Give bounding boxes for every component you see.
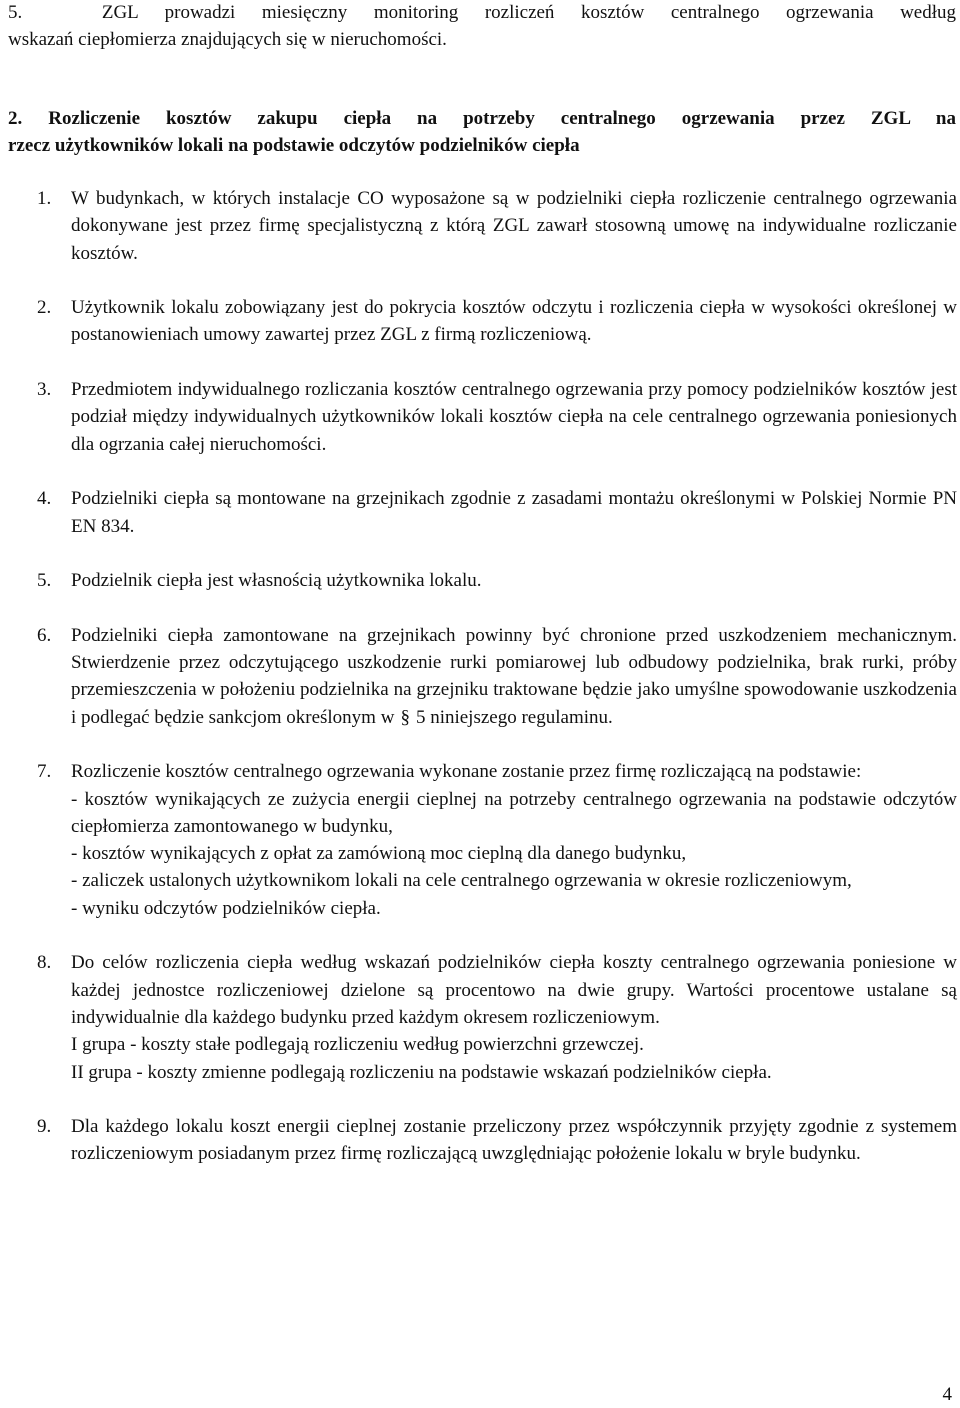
item-text: Dla każdego lokalu koszt energii cieplnej zostanie przeliczony przez współczynnik przyjęty zgodnie z systemem rozliczeniowym posiadanym przez firmę rozliczającą uwzględniając położenie lokalu w bryle budynku. (71, 1116, 957, 1165)
item-number: 1. (37, 188, 52, 209)
list-item (37, 1113, 957, 1168)
section-sign: § (400, 706, 410, 728)
sub-item: - wyniku odczytów podzielników ciepła. (71, 897, 381, 919)
section-heading-line1: 2. Rozliczenie kosztów zakupu ciepła na potrzeby centralnego ogrzewania przez ZGL na (8, 108, 956, 129)
list-item (37, 567, 957, 594)
sub-item: I grupa - koszty stałe podlegają rozliczeniu według powierzchni grzewczej. (71, 1034, 644, 1056)
regulation-list (37, 185, 957, 1195)
top-item-line-1 (8, 0, 956, 26)
item-number: 4. (37, 488, 52, 510)
top-item-number: 5. (8, 2, 23, 23)
item-number: 7. (37, 761, 52, 783)
sub-item: II grupa - koszty zmienne podlegają rozliczeniu na podstawie wskazań podzielników ciepła. (71, 1061, 772, 1083)
section-heading-line2: rzecz użytkowników lokali na podstawie odczytów podzielników ciepła (8, 135, 580, 157)
sub-item: - zaliczek ustalonych użytkownikom lokali na cele centralnego ogrzewania w okresie rozliczeniowym, (71, 870, 852, 892)
list-item (37, 185, 957, 267)
item-text-after-sign: 5 niniejszego regulaminu. (415, 706, 613, 728)
list-item (37, 949, 957, 1085)
list-item (37, 485, 957, 540)
top-list-item (8, 0, 956, 54)
sub-item: - kosztów wynikających ze zużycia energii cieplnej na potrzeby centralnego ogrzewania na podstawie odczytów ciepłomierza zamontowanego w budynku, (71, 788, 957, 837)
item-text: Użytkownik lokalu zobowiązany jest do pokrycia kosztów odczytu i rozliczenia ciepła w wysokości określonej w postanowieniach umowy zawartej przez ZGL z firmą rozliczeniową. (71, 297, 957, 346)
top-item-text-line1: ZGL prowadzi miesięczny monitoring rozliczeń kosztów centralnego ogrzewania według (101, 2, 957, 23)
item-text: Podzielniki ciepła są montowane na grzejnikach zgodnie z zasadami montażu określonymi w Polskiej Normie PN EN 834. (71, 488, 957, 537)
top-item-text-line2: wskazań ciepłomierza znajdujących się w nieruchomości. (8, 29, 447, 51)
item-text (71, 622, 957, 731)
section-heading (8, 105, 956, 160)
item-number: 3. (37, 379, 52, 401)
item-text: Przedmiotem indywidualnego rozliczania kosztów centralnego ogrzewania przy pomocy podzielników kosztów jest podział między indywidualnych użytkowników lokali kosztów ciepła na cele centralnego ogrzewania poniesionych dla ogrzania całej nieruchomości. (71, 379, 957, 455)
list-item (37, 758, 957, 922)
list-item (37, 376, 957, 458)
item-text: Podzielnik ciepła jest własnością użytkownika lokalu. (71, 570, 482, 592)
item-intro: Do celów rozliczenia ciepła według wskazań podzielników ciepła koszty centralnego ogrzewania poniesione w każdej jednostce rozliczeniowej dzielone są procentowo na dwie grupy. Wartości procentowe ustalane są indywidualnie dla każdego budynku przed każdym okresem rozliczeniowym. (71, 952, 957, 1028)
list-item (37, 622, 957, 731)
item-number: 2. (37, 297, 52, 319)
item-text-before-sign: Podzielniki ciepła zamontowane na grzejnikach powinny być chronione przed uszkodzeniem mechanicznym. Stwierdzenie przez odczytującego uszkodzenie rurki pomiarowej lub odbudowy podzielnika, brak rurki, próby przemieszczenia w położeniu podzielnika na grzejniku traktowane będzie jako umyślne spowodowanie uszkodzenia i podlegać będzie sankcjom określonym w (71, 624, 957, 728)
item-number: 5. (37, 570, 52, 592)
list-item (37, 294, 957, 349)
item-number: 8. (37, 952, 52, 974)
item-number: 6. (37, 624, 52, 646)
sub-item: - kosztów wynikających z opłat za zamówioną moc cieplną dla danego budynku, (71, 843, 687, 865)
item-intro: Rozliczenie kosztów centralnego ogrzewania wykonane zostanie przez firmę rozliczającą na podstawie: (71, 761, 862, 783)
item-number: 9. (37, 1116, 52, 1138)
item-text: W budynkach, w których instalacje CO wyposażone są w podzielniki ciepła rozliczenie centralnego ogrzewania dokonywane jest przez firmę specjalistyczną z którą ZGL zawarł stosowną umowę na indywidualne rozliczanie kosztów. (71, 188, 957, 264)
page-number: 4 (942, 1384, 952, 1405)
